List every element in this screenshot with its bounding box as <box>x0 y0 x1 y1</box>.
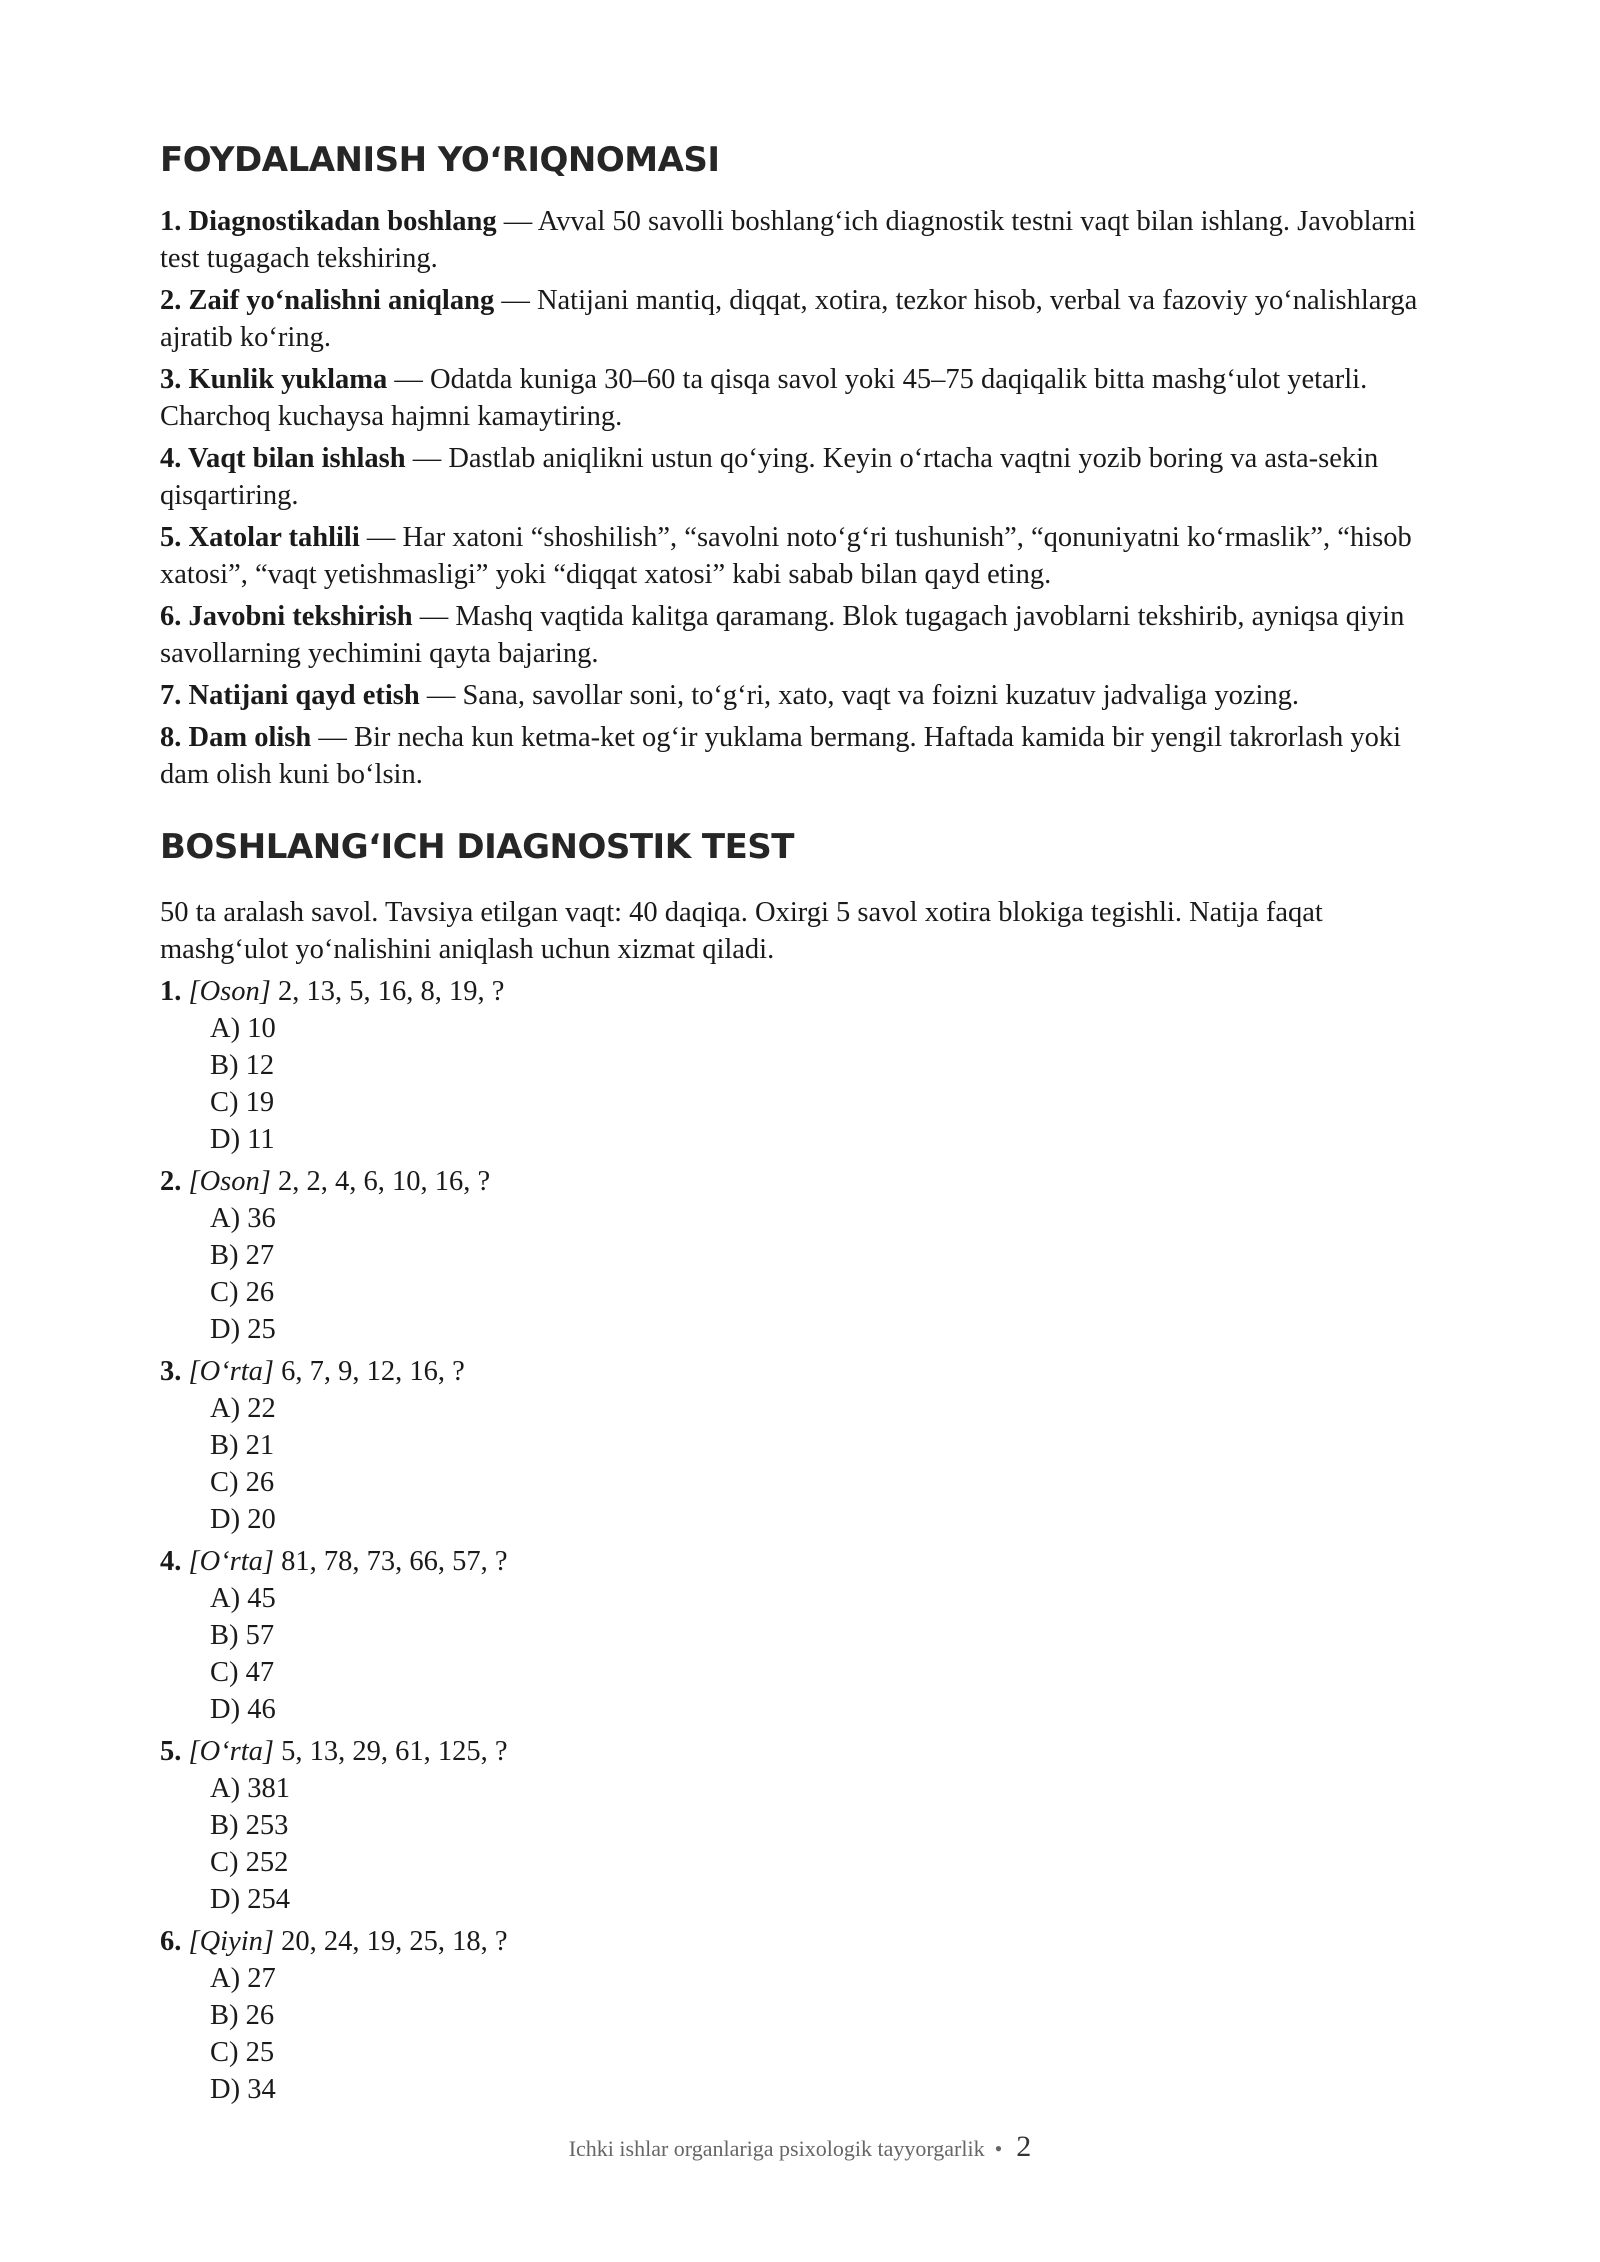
guide-item-label: 4. Vaqt bilan ishlash <box>160 442 406 474</box>
answer-option: A) 27 <box>210 1962 276 1994</box>
answer-option: C) 252 <box>210 1846 289 1878</box>
answer-option: C) 19 <box>210 1086 275 1118</box>
guide-item-text: — Natijani mantiq, diqqat, xotira, tezkor hisob, verbal va fazoviy yoʻnalishlarga ajratib koʻring. <box>160 284 1418 353</box>
guide-item-text: — Sana, savollar soni, toʻgʻri, xato, vaqt va foizni kuzatuv jadvaliga yozing. <box>419 679 1300 711</box>
question-block <box>160 973 1450 1158</box>
question-sequence: 81, 78, 73, 66, 57, ? <box>274 1545 508 1577</box>
question-level: [Qiyin] <box>188 1925 274 1957</box>
guide-item-text: — Dastlab aniqlikni ustun qoʻying. Keyin oʻrtacha vaqtni yozib boring va asta-sekin qisqartiring. <box>160 442 1379 511</box>
guide-item <box>160 282 1450 356</box>
answer-option: A) 22 <box>210 1392 276 1424</box>
footer-title: Ichki ishlar organlariga psixologik tayyorgarlik <box>568 2136 985 2161</box>
question-block <box>160 1353 1450 1538</box>
answer-option: C) 25 <box>210 2036 275 2068</box>
question-text <box>160 1923 1450 1960</box>
answer-option: D) 46 <box>210 1693 276 1725</box>
answer-option: B) 26 <box>210 1999 275 2031</box>
answer-option: B) 12 <box>210 1049 275 1081</box>
guide-item <box>160 440 1450 514</box>
question-number: 5. <box>160 1735 182 1767</box>
guide-item-text: — Har xatoni “shoshilish”, “savolni notoʻgʻri tushunish”, “qonuniyatni koʻrmaslik”, “hisob xatosi”, “vaqt yetishmasligi” yoki “diqqat xatosi” kabi sabab bilan qayd eting. <box>160 521 1412 590</box>
guide-item-text: — Avval 50 savolli boshlangʻich diagnostik testni vaqt bilan ishlang. Javoblarni test tugagach tekshiring. <box>160 205 1416 274</box>
question-level: [Oson] <box>188 1165 271 1197</box>
question-number: 3. <box>160 1355 182 1387</box>
question-level: [Oson] <box>188 975 271 1007</box>
guide-item <box>160 598 1450 672</box>
question-text <box>160 1733 1450 1770</box>
question-text <box>160 1543 1450 1580</box>
guide-item-label: 6. Javobni tekshirish <box>160 600 413 632</box>
test-intro: 50 ta aralash savol. Tavsiya etilgan vaqt: 40 daqiqa. Oxirgi 5 savol xotira blokiga tegishli. Natija faqat mashgʻulot yoʻnalishini aniqlash uchun xizmat qiladi. <box>160 896 1323 965</box>
page-number: 2 <box>1016 2130 1032 2163</box>
guide-item <box>160 677 1450 714</box>
question-number: 4. <box>160 1545 182 1577</box>
page-footer <box>0 2130 1600 2164</box>
question-level: [Oʻrta] <box>188 1735 275 1767</box>
question-sequence: 5, 13, 29, 61, 125, ? <box>274 1735 508 1767</box>
guide-list <box>160 203 1450 793</box>
section-title-test: BOSHLANGʻICH DIAGNOSTIK TEST <box>160 826 794 867</box>
guide-item-label: 8. Dam olish <box>160 721 312 753</box>
question-level: [Oʻrta] <box>188 1545 275 1577</box>
answer-option: C) 26 <box>210 1276 275 1308</box>
question-level: [Oʻrta] <box>188 1355 275 1387</box>
answer-option: A) 381 <box>210 1772 290 1804</box>
question-text <box>160 1163 1450 1200</box>
guide-item-label: 1. Diagnostikadan boshlang <box>160 205 497 237</box>
answer-option: D) 254 <box>210 1883 290 1915</box>
question-text <box>160 973 1450 1010</box>
question-sequence: 20, 24, 19, 25, 18, ? <box>274 1925 508 1957</box>
answer-option: C) 26 <box>210 1466 275 1498</box>
guide-item-label: 2. Zaif yoʻnalishni aniqlang <box>160 284 495 316</box>
guide-item-text: — Odatda kuniga 30–60 ta qisqa savol yoki 45–75 daqiqalik bitta mashgʻulot yetarli. Charchoq kuchaysa hajmni kamaytiring. <box>160 363 1368 432</box>
question-number: 2. <box>160 1165 182 1197</box>
question-number: 1. <box>160 975 182 1007</box>
footer-separator: • <box>994 2136 1003 2161</box>
guide-item <box>160 519 1450 593</box>
section-title-guide: FOYDALANISH YOʻRIQNOMASI <box>160 140 720 180</box>
question-block <box>160 1163 1450 1348</box>
question-text <box>160 1353 1450 1390</box>
answer-option: B) 57 <box>210 1619 275 1651</box>
answer-option: A) 45 <box>210 1582 276 1614</box>
answer-option: D) 11 <box>210 1123 275 1155</box>
answer-option: D) 20 <box>210 1503 276 1535</box>
guide-item-label: 3. Kunlik yuklama <box>160 363 388 395</box>
guide-item <box>160 203 1450 277</box>
guide-item-label: 5. Xatolar tahlili <box>160 521 360 553</box>
guide-item <box>160 719 1450 793</box>
question-block <box>160 1733 1450 1918</box>
guide-item-text: — Mashq vaqtida kalitga qaramang. Blok tugagach javoblarni tekshirib, ayniqsa qiyin savollarning yechimini qayta bajaring. <box>160 600 1405 669</box>
answer-option: B) 21 <box>210 1429 275 1461</box>
guide-item <box>160 361 1450 435</box>
guide-item-text: — Bir necha kun ketma-ket ogʻir yuklama bermang. Haftada kamida bir yengil takrorlash yoki dam olish kuni boʻlsin. <box>160 721 1402 790</box>
answer-option: C) 47 <box>210 1656 275 1688</box>
answer-option: D) 25 <box>210 1313 276 1345</box>
guide-item-label: 7. Natijani qayd etish <box>160 679 420 711</box>
question-block <box>160 1543 1450 1728</box>
question-sequence: 2, 2, 4, 6, 10, 16, ? <box>270 1165 491 1197</box>
answer-option: B) 27 <box>210 1239 275 1271</box>
question-number: 6. <box>160 1925 182 1957</box>
question-list <box>160 973 1450 2108</box>
answer-option: A) 36 <box>210 1202 276 1234</box>
question-block <box>160 1923 1450 2108</box>
answer-option: B) 253 <box>210 1809 289 1841</box>
question-sequence: 6, 7, 9, 12, 16, ? <box>274 1355 465 1387</box>
answer-option: A) 10 <box>210 1012 276 1044</box>
question-sequence: 2, 13, 5, 16, 8, 19, ? <box>270 975 505 1007</box>
answer-option: D) 34 <box>210 2073 276 2105</box>
